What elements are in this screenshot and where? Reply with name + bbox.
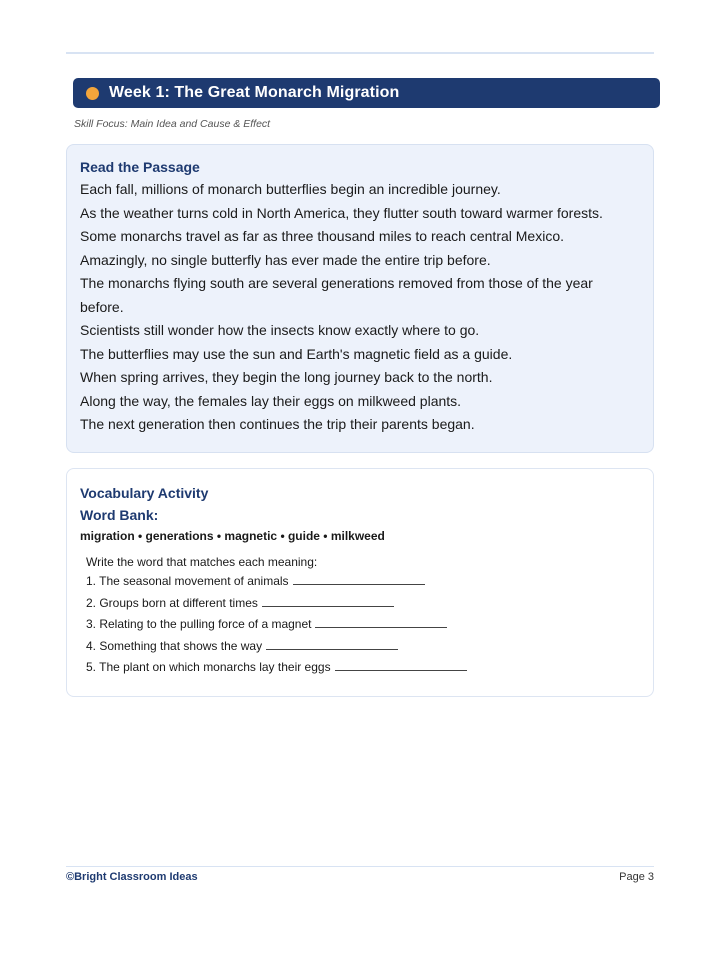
passage-line: Some monarchs travel as far as three thousand miles to reach central Mexico. <box>80 228 564 244</box>
question-text: 4. Something that shows the way <box>86 638 263 653</box>
answer-blank[interactable] <box>293 584 425 585</box>
passage-line: The butterflies may use the sun and Earth's magnetic field as a guide. <box>80 345 513 362</box>
answer-blank[interactable] <box>266 649 398 650</box>
top-divider <box>66 52 654 54</box>
passage-line: As the weather turns cold in North America, they flutter south toward warmer forests. <box>80 204 603 221</box>
passage-section <box>66 144 654 453</box>
list-item <box>86 614 640 636</box>
word-bank-list: migration • generations • magnetic • guide • milkweed <box>80 529 385 543</box>
question-text: 3. Relating to the pulling force of a magnet <box>86 617 312 632</box>
question-text: 1. The seasonal movement of animals <box>86 574 289 588</box>
passage-line: Along the way, the females lay their eggs on milkweed plants. <box>80 392 462 409</box>
page-title: Week 1: The Great Monarch Migration <box>109 84 400 101</box>
passage-line: Scientists still wonder how the insects know exactly where to go. <box>80 322 480 338</box>
vocabulary-instructions: Write the word that matches each meaning: <box>86 555 318 569</box>
passage-line: The next generation then continues the trip their parents began. <box>80 416 475 432</box>
footer-divider <box>66 866 654 867</box>
skill-focus: Skill Focus: Main Idea and Cause & Effect <box>74 118 271 130</box>
answer-blank[interactable] <box>335 670 467 671</box>
vocabulary-heading: Vocabulary Activity <box>80 485 209 501</box>
passage-line: When spring arrives, they begin the long journey back to the north. <box>80 369 493 385</box>
week-banner <box>73 78 660 108</box>
question-text: 5. The plant on which monarchs lay their eggs <box>86 660 331 675</box>
question-text: 2. Groups born at different times <box>86 595 258 610</box>
answer-blank[interactable] <box>262 606 394 607</box>
passage-line: The monarchs flying south are several generations removed from those of the year before. <box>80 275 593 315</box>
passage-line: Amazingly, no single butterfly has ever made the entire trip before. <box>80 251 491 268</box>
list-item <box>86 593 640 615</box>
passage-heading: Read the Passage <box>80 159 200 175</box>
list-item <box>86 657 640 679</box>
word-bank-heading: Word Bank: <box>80 507 159 523</box>
answer-blank[interactable] <box>315 627 447 628</box>
page-number: Page 3 <box>619 871 654 883</box>
list-item <box>86 571 640 593</box>
list-item <box>86 636 640 658</box>
footer-copyright: ©Bright Classroom Ideas <box>66 871 198 883</box>
vocabulary-section <box>66 468 654 697</box>
passage-line: Each fall, millions of monarch butterflies begin an incredible journey. <box>80 181 501 197</box>
question-list <box>86 571 640 679</box>
bullet-dot-icon <box>86 87 99 100</box>
